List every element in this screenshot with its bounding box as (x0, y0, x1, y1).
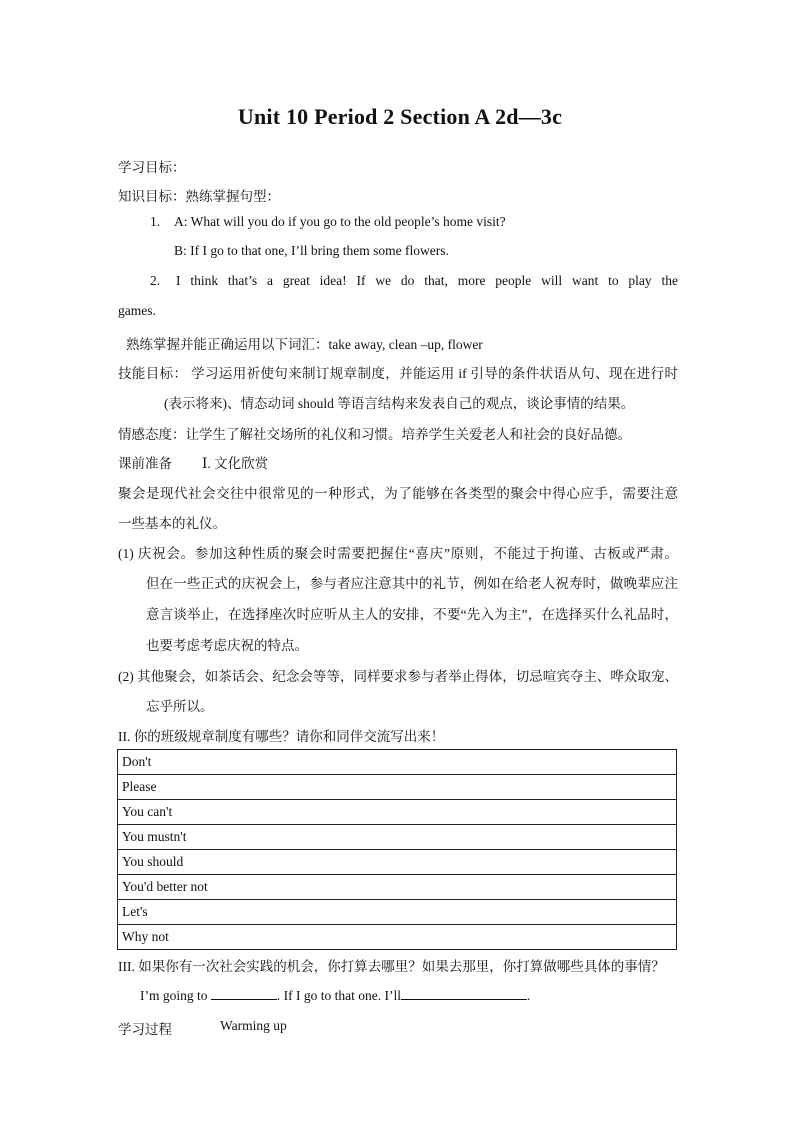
table-row (118, 850, 677, 875)
item1-line3: 意言谈举止，在选择座次时应听从主人的安排，不要“先入为主”，在选择买什么礼品时， (146, 607, 678, 622)
sentence1-a: A: What will you do if you go to the old people’s home visit? (174, 214, 506, 229)
item2-line2: 忘乎所以。 (146, 699, 214, 714)
skills-line1: 技能目标： 学习运用祈使句来制订规章制度，并能运用 if 引导的条件状语从句、现在进行时 (118, 366, 678, 381)
attitude-line: 情感态度：让学生了解社交场所的礼仪和习惯。培养学生关爱老人和社会的良好品德。 (118, 427, 631, 442)
section2-heading: II. 你的班级规章制度有哪些？请你和同伴交流写出来！ (118, 729, 445, 744)
page-title: Unit 10 Period 2 Section A 2d—3c (237, 104, 563, 129)
table-row (118, 925, 677, 950)
item1-line4: 也要考虑考虑庆祝的特点。 (146, 638, 308, 653)
objectives-heading: 学习目标： (118, 160, 186, 175)
sentence2-line1: I think that’s a great idea! If we do that, more people will want to play the (176, 273, 678, 288)
rule-cell: You should (118, 850, 677, 875)
culture-line2: 一些基本的礼仪。 (118, 516, 226, 531)
table-row (118, 775, 677, 800)
rule-cell: Please (118, 775, 677, 800)
fill-blank-2[interactable] (401, 987, 527, 1000)
culture-line1: 聚会是现代社会交往中很常见的一种形式，为了能够在各类型的聚会中得心应手，需要注意 (118, 486, 678, 501)
class-rules-table (117, 749, 677, 950)
section3-heading: III. 如果你有一次社会实践的机会，你打算去哪里？如果去那里，你打算做哪些具体的事情？ (118, 959, 665, 974)
rule-cell: Let's (118, 900, 677, 925)
table-row (118, 750, 677, 775)
process-label: 学习过程 (118, 1022, 172, 1037)
item2-line1: (2) 其他聚会，如茶话会、纪念会等等，同样要求参与者举止得体，切忌喧宾夺主、哗众取宠、 (118, 669, 678, 684)
warming-up-label: Warming up (220, 1018, 287, 1033)
rule-cell: You can't (118, 800, 677, 825)
rule-cell: You'd better not (118, 875, 677, 900)
rule-cell: Why not (118, 925, 677, 950)
sentence1-number: 1. (150, 214, 161, 229)
rule-cell: You mustn't (118, 825, 677, 850)
fill-blank-1[interactable] (211, 987, 277, 1000)
prep-section: Ⅰ. 文化欣赏 (202, 456, 269, 471)
prep-label: 课前准备 (118, 456, 172, 471)
table-row (118, 900, 677, 925)
table-row (118, 825, 677, 850)
sentence2-line2: games. (118, 303, 156, 318)
item1-line2: 但在一些正式的庆祝会上，参与者应注意其中的礼节，例如在给老人祝寿时，做晚辈应注 (146, 576, 678, 591)
sentence2-number: 2. (150, 273, 161, 288)
vocab-line: 熟练掌握并能正确运用以下词汇：take away, clean –up, flower (126, 337, 483, 352)
rule-cell: Don't (118, 750, 677, 775)
sentence1-b: B: If I go to that one, I’ll bring them some flowers. (174, 243, 449, 258)
skills-line2: (表示将来)、情态动词 should 等语言结构来发表自己的观点，谈论事情的结果。 (164, 396, 635, 411)
table-row (118, 800, 677, 825)
knowledge-heading: 知识目标：熟练掌握句型： (118, 189, 280, 204)
fill-part2: . If I go to that one. I’ll (276, 988, 401, 1003)
item1-line1: (1) 庆祝会。参加这种性质的聚会时需要把握住“喜庆”原则，不能过于拘谨、古板或严肃。 (118, 546, 678, 561)
table-row (118, 875, 677, 900)
fill-part3: . (526, 988, 531, 1003)
fill-part1: I’m going to (140, 988, 208, 1003)
fill-in-sentence (140, 987, 530, 1004)
